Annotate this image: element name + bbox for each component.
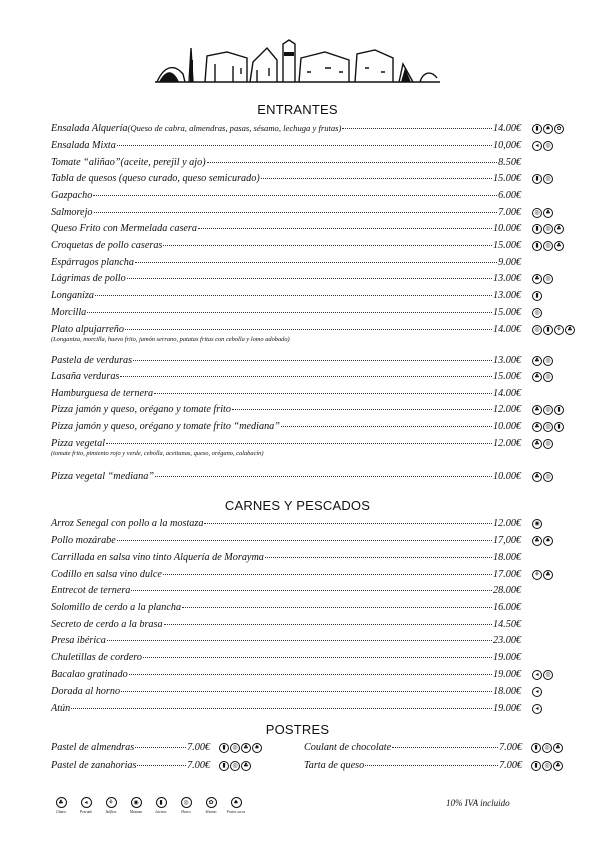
item-name: Chuletillas de cordero: [51, 652, 142, 663]
item-price: 17.00€: [492, 569, 521, 580]
item-price: 9.00€: [498, 257, 521, 268]
gluten-icon: ♣: [543, 570, 553, 580]
sulphite-icon: ⚘: [532, 570, 542, 580]
allergen-icons: [532, 141, 553, 153]
item-price: 8.50€: [498, 157, 521, 168]
menu-item: [51, 290, 521, 305]
sulphite-icon: ⚘: [554, 325, 564, 335]
egg-icon: ◎: [543, 356, 553, 366]
dot-leader: [198, 228, 492, 229]
dot-leader: [265, 557, 492, 558]
dot-leader: [163, 245, 492, 246]
item-name: Pastel de zanahorias: [51, 760, 137, 771]
menu-item: [51, 273, 521, 288]
item-price: 28.00€: [492, 585, 521, 596]
legend-label: Huevo: [181, 810, 191, 814]
legend-label: Lácteos: [155, 810, 167, 814]
item-name: Longaniza: [51, 290, 95, 301]
menu-item: [51, 669, 521, 684]
egg-icon: ◎: [542, 743, 552, 753]
item-name: Ensalada Alquería: [51, 123, 128, 134]
item-name: Secreto de cerdo a la brasa: [51, 619, 163, 630]
item-price: 6.00€: [498, 190, 521, 201]
milk-icon: ▮: [219, 743, 229, 753]
egg-icon: ◎: [543, 141, 553, 151]
allergen-legend: [51, 797, 246, 814]
menu-item: [51, 307, 521, 322]
item-name: Tarta de queso: [304, 760, 365, 771]
seeds-icon: ✿: [554, 124, 564, 134]
dot-leader: [106, 443, 492, 444]
dot-leader: [135, 747, 186, 748]
item-name: Pollo mozárabe: [51, 535, 116, 546]
item-name: Pastel de almendras: [51, 742, 135, 753]
dessert-item: [304, 760, 522, 775]
allergen-icons: [532, 536, 553, 548]
allergen-icons: [532, 208, 553, 220]
allergen-icons: [532, 174, 553, 186]
item-name: Plato alpujarreño: [51, 324, 124, 335]
item-price: 15.00€: [492, 240, 521, 251]
item-name: Coulant de chocolate: [304, 742, 392, 753]
gluten-icon: ♣: [532, 422, 542, 432]
item-name: Atún: [51, 703, 71, 714]
dot-leader: [117, 145, 492, 146]
dot-leader: [207, 162, 497, 163]
dot-leader: [131, 590, 492, 591]
item-price: 12.00€: [492, 438, 521, 449]
menu-item: [51, 471, 521, 486]
item-price: 15.00€: [492, 307, 521, 318]
gluten-icon: ♣: [241, 761, 251, 771]
allergen-icons: [532, 670, 553, 682]
section-title-carnes: CARNES Y PESCADOS: [224, 498, 371, 513]
egg-icon: ◎: [543, 372, 553, 382]
egg-icon: ◎: [543, 274, 553, 284]
item-name: Morcilla: [51, 307, 87, 318]
gluten-icon: ♣: [532, 372, 542, 382]
item-price: 14.50€: [492, 619, 521, 630]
dot-leader: [133, 360, 492, 361]
milk-icon: ▮: [531, 761, 541, 771]
allergen-icons: [532, 274, 553, 286]
mustard-icon: ◉: [532, 519, 542, 529]
item-name: Codillo en salsa vino dulce: [51, 569, 162, 580]
dot-leader: [261, 178, 492, 179]
menu-item: [51, 140, 521, 155]
dot-leader: [117, 540, 492, 541]
item-name: Ensalada Mixta: [51, 140, 116, 151]
milk-icon: ▮: [554, 405, 564, 415]
menu-item: [51, 223, 521, 238]
item-price: 7.00€: [499, 742, 522, 753]
menu-item: [51, 421, 521, 436]
milk-icon: ▮: [543, 325, 553, 335]
item-price: 15.00€: [492, 173, 521, 184]
menu-item: [51, 123, 521, 138]
allergen-icons: [532, 405, 564, 417]
egg-icon: ◎: [230, 761, 240, 771]
menu-item: [51, 569, 521, 584]
legend-label: Sulfitos: [105, 810, 117, 814]
item-price: 19.00€: [492, 652, 521, 663]
dot-leader: [204, 523, 492, 524]
menu-item: [51, 157, 521, 172]
allergen-icons: [532, 308, 542, 320]
menu-item: [51, 585, 521, 600]
dessert-item: [51, 760, 210, 775]
item-price: 7.00€: [498, 207, 521, 218]
gluten-icon: ♣: [565, 325, 575, 335]
section-title-postres: POSTRES: [265, 722, 330, 737]
item-name: Queso Frito con Mermelada casera: [51, 223, 197, 234]
dot-leader: [87, 312, 492, 313]
item-note: (tomate frito, pimiento rojo y verde, cebolla, aceitunas, queso, orégano, calabacín): [51, 450, 264, 457]
item-price: 7.00€: [499, 760, 522, 771]
allergen-icons: [219, 743, 262, 755]
item-name: Bacalao gratinado: [51, 669, 128, 680]
allergen-icons: [532, 356, 553, 368]
gluten-icon: ♣: [554, 224, 564, 234]
dot-leader: [281, 426, 492, 427]
menu-item: [51, 635, 521, 650]
item-price: 7.00€: [187, 760, 210, 771]
menu-item: [51, 371, 521, 386]
egg-icon: ◎: [543, 472, 553, 482]
item-price: 16.00€: [492, 602, 521, 613]
item-name: Dorada al horno: [51, 686, 121, 697]
allergen-icons: [532, 291, 542, 303]
allergen-icons: [532, 422, 564, 434]
menu-item: [51, 355, 521, 370]
item-price: 10.00€: [492, 421, 521, 432]
item-name: Salmorejo: [51, 207, 93, 218]
menu-item: [51, 240, 521, 255]
allergen-icons: [532, 325, 575, 337]
menu-item: [51, 518, 521, 533]
egg-icon: ◎: [543, 224, 553, 234]
fish-icon: ◂: [532, 141, 542, 151]
milk-icon: ▮: [532, 224, 542, 234]
dessert-item: [51, 742, 210, 757]
dot-leader: [71, 708, 492, 709]
gluten-icon: ♣: [554, 241, 564, 251]
item-name: Lasaña verduras: [51, 371, 120, 382]
gluten-icon: ♣: [532, 536, 542, 546]
item-name: Pizza jamón y queso, orégano y tomate frito “mediana”: [51, 421, 280, 432]
item-price: 13.00€: [492, 355, 521, 366]
egg-icon: ◎: [181, 797, 192, 808]
item-price: 12.00€: [492, 404, 521, 415]
section-title-entrantes: ENTRANTES: [257, 102, 338, 117]
milk-icon: ▮: [532, 241, 542, 251]
allergen-icons: [532, 224, 564, 236]
allergen-icons: [532, 372, 553, 384]
egg-icon: ◎: [532, 308, 542, 318]
dot-leader: [155, 476, 492, 477]
legend-item: [126, 797, 146, 814]
gluten-icon: ♣: [56, 797, 67, 808]
item-price: 14.00€: [492, 123, 521, 134]
gluten-icon: ♣: [553, 743, 563, 753]
menu-item: [51, 173, 521, 188]
item-description: (Queso de cabra, almendras, pasas, sésamo, lechuga y frutas): [127, 123, 342, 133]
item-price: 18.00€: [492, 552, 521, 563]
item-price: 10,00€: [492, 140, 521, 151]
menu-item: [51, 404, 521, 419]
fish-icon: ◂: [532, 704, 542, 714]
item-price: 10.00€: [492, 223, 521, 234]
fish-icon: ◂: [532, 687, 542, 697]
menu-item: [51, 703, 521, 718]
dot-leader: [120, 376, 492, 377]
legend-item: [76, 797, 96, 814]
menu-item: [51, 652, 521, 667]
legend-label: Gluten: [56, 810, 66, 814]
item-note: (Longaniza, morcilla, huevo frito, jamón serrano, patatas fritas con cebolla y lomo adobado): [51, 336, 290, 343]
iva-note: 10% IVA incluido: [446, 798, 510, 808]
egg-icon: ◎: [543, 422, 553, 432]
menu-item: [51, 619, 521, 634]
gluten-icon: ♣: [241, 743, 251, 753]
gluten-icon: ♣: [532, 472, 542, 482]
menu-item: [51, 686, 521, 701]
legend-label: Frutos secos: [226, 810, 246, 814]
item-name: Pizza vegetal: [51, 438, 106, 449]
item-price: 7.00€: [187, 742, 210, 753]
egg-icon: ◎: [532, 325, 542, 335]
item-name: Tabla de quesos (queso curado, queso semicurado): [51, 173, 260, 184]
legend-item: [226, 797, 246, 814]
menu-item: [51, 535, 521, 550]
dot-leader: [121, 691, 492, 692]
gluten-icon: ♣: [532, 439, 542, 449]
item-name: Pizza vegetal “mediana”: [51, 471, 154, 482]
allergen-icons: [532, 124, 564, 136]
gluten-icon: ♣: [532, 356, 542, 366]
item-name: Lágrimas de pollo: [51, 273, 126, 284]
fish-icon: ◂: [81, 797, 92, 808]
dot-leader: [365, 765, 498, 766]
item-price: 23.00€: [492, 635, 521, 646]
milk-icon: ▮: [554, 422, 564, 432]
dot-leader: [163, 574, 492, 575]
item-price: 17,00€: [492, 535, 521, 546]
dot-leader: [232, 409, 492, 410]
menu-item: [51, 602, 521, 617]
dot-leader: [127, 278, 492, 279]
dot-leader: [182, 607, 492, 608]
item-name: Tomate “aliñao”(aceite, perejil y ajo): [51, 157, 206, 168]
item-price: 15.00€: [492, 371, 521, 382]
dot-leader: [137, 765, 186, 766]
allergen-icons: [532, 570, 553, 582]
egg-icon: ◎: [542, 761, 552, 771]
gluten-icon: ♣: [553, 761, 563, 771]
item-price: 13.00€: [492, 273, 521, 284]
legend-label: Sésamo: [205, 810, 217, 814]
menu-item: [51, 388, 521, 403]
allergen-icons: [532, 687, 542, 699]
menu-item: [51, 207, 521, 222]
milk-icon: ▮: [532, 174, 542, 184]
milk-icon: ▮: [531, 743, 541, 753]
egg-icon: ◎: [543, 670, 553, 680]
item-name: Pizza jamón y queso, orégano y tomate frito: [51, 404, 231, 415]
egg-icon: ◎: [543, 439, 553, 449]
item-price: 19.00€: [492, 669, 521, 680]
egg-icon: ◎: [532, 208, 542, 218]
item-name: Pastela de verduras: [51, 355, 133, 366]
dessert-item: [304, 742, 522, 757]
item-name: Solomillo de cerdo a la plancha: [51, 602, 182, 613]
milk-icon: ▮: [532, 291, 542, 301]
allergen-icons: [531, 761, 563, 773]
sulphite-icon: ⚘: [106, 797, 117, 808]
item-price: 14.00€: [492, 324, 521, 335]
dot-leader: [125, 329, 492, 330]
menu-item: [51, 257, 521, 272]
item-name: Hamburguesa de ternera: [51, 388, 154, 399]
legend-item: [151, 797, 171, 814]
dot-leader: [93, 195, 497, 196]
mustard-icon: ◉: [131, 797, 142, 808]
milk-icon: ▮: [156, 797, 167, 808]
item-price: 13.00€: [492, 290, 521, 301]
dot-leader: [392, 747, 498, 748]
dot-leader: [164, 624, 492, 625]
egg-icon: ◎: [230, 743, 240, 753]
gluten-icon: ♣: [532, 274, 542, 284]
nuts-icon: ♠: [543, 124, 553, 134]
egg-icon: ◎: [543, 174, 553, 184]
legend-item: [101, 797, 121, 814]
milk-icon: ▮: [219, 761, 229, 771]
nuts-icon: ♠: [543, 536, 553, 546]
seeds-icon: ✿: [206, 797, 217, 808]
menu-item: [51, 552, 521, 567]
egg-icon: ◎: [543, 405, 553, 415]
gluten-icon: ♣: [543, 208, 553, 218]
nuts-icon: ♠: [231, 797, 242, 808]
item-name: Entrecot de ternera: [51, 585, 131, 596]
allergen-icons: [532, 241, 564, 253]
allergen-icons: [532, 472, 553, 484]
dot-leader: [135, 262, 497, 263]
menu-item: [51, 190, 521, 205]
allergen-icons: [532, 439, 553, 451]
item-name: Espárragos plancha: [51, 257, 134, 268]
nuts-icon: ♠: [252, 743, 262, 753]
item-name: Gazpacho: [51, 190, 93, 201]
legend-label: Pescado: [79, 810, 93, 814]
allergen-icons: [531, 743, 563, 755]
egg-icon: ◎: [543, 241, 553, 251]
milk-icon: ▮: [532, 124, 542, 134]
legend-item: [51, 797, 71, 814]
dot-leader: [143, 657, 492, 658]
item-name: Presa ibérica: [51, 635, 106, 646]
item-price: 18.00€: [492, 686, 521, 697]
allergen-icons: [219, 761, 251, 773]
dot-leader: [107, 640, 492, 641]
gluten-icon: ♣: [532, 405, 542, 415]
item-price: 10.00€: [492, 471, 521, 482]
legend-label: Mostaza: [129, 810, 143, 814]
item-name: Arroz Senegal con pollo a la mostaza: [51, 518, 204, 529]
item-name: Carrillada en salsa vino tinto Alquería de Morayma: [51, 552, 264, 563]
allergen-icons: [532, 704, 542, 716]
item-name: Croquetas de pollo caseras: [51, 240, 163, 251]
legend-item: [201, 797, 221, 814]
legend-item: [176, 797, 196, 814]
item-price: 12.00€: [492, 518, 521, 529]
dot-leader: [154, 393, 492, 394]
allergen-icons: [532, 519, 542, 531]
item-price: 14.00€: [492, 388, 521, 399]
dot-leader: [129, 674, 492, 675]
dot-leader: [342, 128, 492, 129]
fish-icon: ◂: [532, 670, 542, 680]
dot-leader: [94, 212, 498, 213]
village-skyline-logo: [155, 38, 440, 84]
item-price: 19.00€: [492, 703, 521, 714]
dot-leader: [95, 295, 492, 296]
